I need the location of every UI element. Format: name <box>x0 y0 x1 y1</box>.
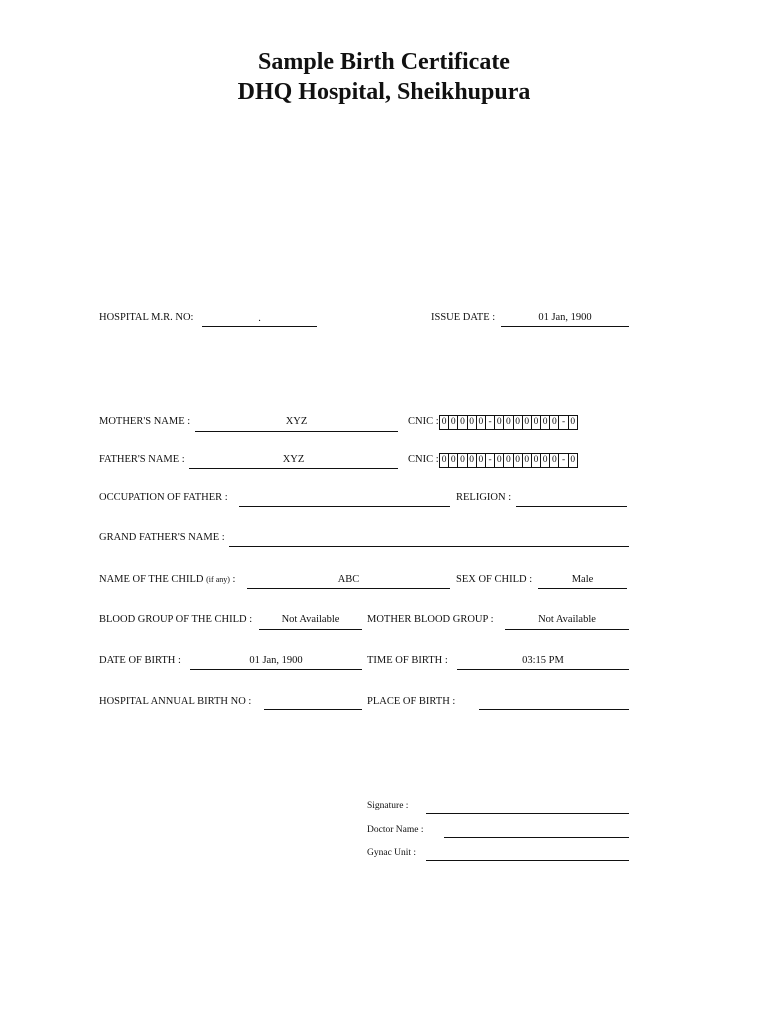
cnic-digit-box[interactable]: 0 <box>449 454 458 467</box>
religion-label: RELIGION : <box>456 492 512 503</box>
date-of-birth-value[interactable]: 01 Jan, 1900 <box>249 655 303 666</box>
child-sex-line <box>538 588 627 589</box>
child-name-line <box>247 588 450 589</box>
hospital-mr-label: HOSPITAL M.R. NO: <box>99 312 194 323</box>
hospital-mr-value[interactable]: . <box>258 313 261 324</box>
cnic-digit-box[interactable]: 0 <box>495 454 504 467</box>
signature-label: Signature : <box>367 801 409 811</box>
date-of-birth-label: DATE OF BIRTH : <box>99 655 181 666</box>
father-occupation-line <box>239 506 450 507</box>
child-blood-group-line <box>259 629 362 630</box>
mother-name-value[interactable]: XYZ <box>285 416 308 427</box>
issue-date-line <box>501 326 629 327</box>
cnic-digit-box[interactable]: 0 <box>458 454 467 467</box>
cnic-digit-box[interactable]: 0 <box>514 416 523 429</box>
child-name-label-suffix: : <box>232 574 236 585</box>
cnic-digit-box[interactable]: - <box>486 454 495 467</box>
father-name-value[interactable]: XYZ <box>282 454 305 465</box>
issue-date-value[interactable]: 01 Jan, 1900 <box>538 312 592 323</box>
cnic-digit-box[interactable]: 0 <box>440 416 449 429</box>
time-of-birth-line <box>457 669 629 670</box>
cnic-digit-box[interactable]: 0 <box>550 416 559 429</box>
cnic-digit-box[interactable]: 0 <box>449 416 458 429</box>
mother-blood-group-line <box>505 629 629 630</box>
child-name-label-note: (if any) <box>206 575 230 584</box>
cnic-digit-box[interactable]: 0 <box>495 416 504 429</box>
father-cnic-label: CNIC : <box>408 454 439 465</box>
mother-cnic-boxes[interactable] <box>439 415 578 430</box>
cnic-digit-box[interactable]: - <box>559 454 568 467</box>
cnic-digit-box[interactable]: - <box>486 416 495 429</box>
annual-birth-no-line <box>264 709 362 710</box>
annual-birth-no-label: HOSPITAL ANNUAL BIRTH NO : <box>99 696 252 707</box>
cnic-digit-box[interactable]: 0 <box>504 416 513 429</box>
religion-line <box>516 506 627 507</box>
date-of-birth-line <box>190 669 362 670</box>
grandfather-name-label: GRAND FATHER'S NAME : <box>99 532 225 543</box>
child-sex-label: SEX OF CHILD : <box>456 574 533 585</box>
child-name-label <box>99 574 235 586</box>
cnic-digit-box[interactable]: 0 <box>550 454 559 467</box>
gynac-unit-label: Gynac Unit : <box>367 848 417 858</box>
mother-blood-group-value[interactable]: Not Available <box>538 614 596 625</box>
cnic-digit-box[interactable]: - <box>559 416 568 429</box>
place-of-birth-label: PLACE OF BIRTH : <box>367 696 456 707</box>
grandfather-name-line <box>229 546 629 547</box>
signature-line <box>426 813 629 814</box>
father-occupation-label: OCCUPATION OF FATHER : <box>99 492 228 503</box>
cnic-digit-box[interactable]: 0 <box>541 454 550 467</box>
cnic-digit-box[interactable]: 0 <box>477 416 486 429</box>
cnic-digit-box[interactable]: 0 <box>569 454 578 467</box>
child-blood-group-value[interactable]: Not Available <box>281 614 340 625</box>
cnic-digit-box[interactable]: 0 <box>541 416 550 429</box>
mother-blood-group-label: MOTHER BLOOD GROUP : <box>367 614 494 625</box>
cnic-digit-box[interactable]: 0 <box>523 416 532 429</box>
child-name-value[interactable]: ABC <box>337 574 360 585</box>
certificate-title: Sample Birth Certificate <box>258 49 510 75</box>
father-cnic-boxes[interactable] <box>439 453 578 468</box>
child-name-label-text: NAME OF THE CHILD <box>99 574 204 585</box>
cnic-digit-box[interactable]: 0 <box>468 416 477 429</box>
cnic-digit-box[interactable]: 0 <box>504 454 513 467</box>
father-name-line <box>189 468 398 469</box>
hospital-name: DHQ Hospital, Sheikhupura <box>237 79 531 105</box>
cnic-digit-box[interactable]: 0 <box>514 454 523 467</box>
cnic-digit-box[interactable]: 0 <box>569 416 578 429</box>
mother-name-label: MOTHER'S NAME : <box>99 416 191 427</box>
cnic-digit-box[interactable]: 0 <box>532 416 541 429</box>
doctor-name-label: Doctor Name : <box>367 825 424 835</box>
mother-name-line <box>195 431 398 432</box>
cnic-digit-box[interactable]: 0 <box>532 454 541 467</box>
time-of-birth-label: TIME OF BIRTH : <box>367 655 448 666</box>
cnic-digit-box[interactable]: 0 <box>468 454 477 467</box>
place-of-birth-line <box>479 709 629 710</box>
cnic-digit-box[interactable]: 0 <box>440 454 449 467</box>
doctor-name-line <box>444 837 629 838</box>
time-of-birth-value[interactable]: 03:15 PM <box>522 655 564 666</box>
hospital-mr-line <box>202 326 317 327</box>
mother-cnic-label: CNIC : <box>408 416 439 427</box>
child-sex-value[interactable]: Male <box>571 574 594 585</box>
cnic-digit-box[interactable]: 0 <box>458 416 467 429</box>
issue-date-label: ISSUE DATE : <box>431 312 496 323</box>
gynac-unit-line <box>426 860 629 861</box>
child-blood-group-label: BLOOD GROUP OF THE CHILD : <box>99 614 253 625</box>
cnic-digit-box[interactable]: 0 <box>477 454 486 467</box>
father-name-label: FATHER'S NAME : <box>99 454 185 465</box>
cnic-digit-box[interactable]: 0 <box>523 454 532 467</box>
